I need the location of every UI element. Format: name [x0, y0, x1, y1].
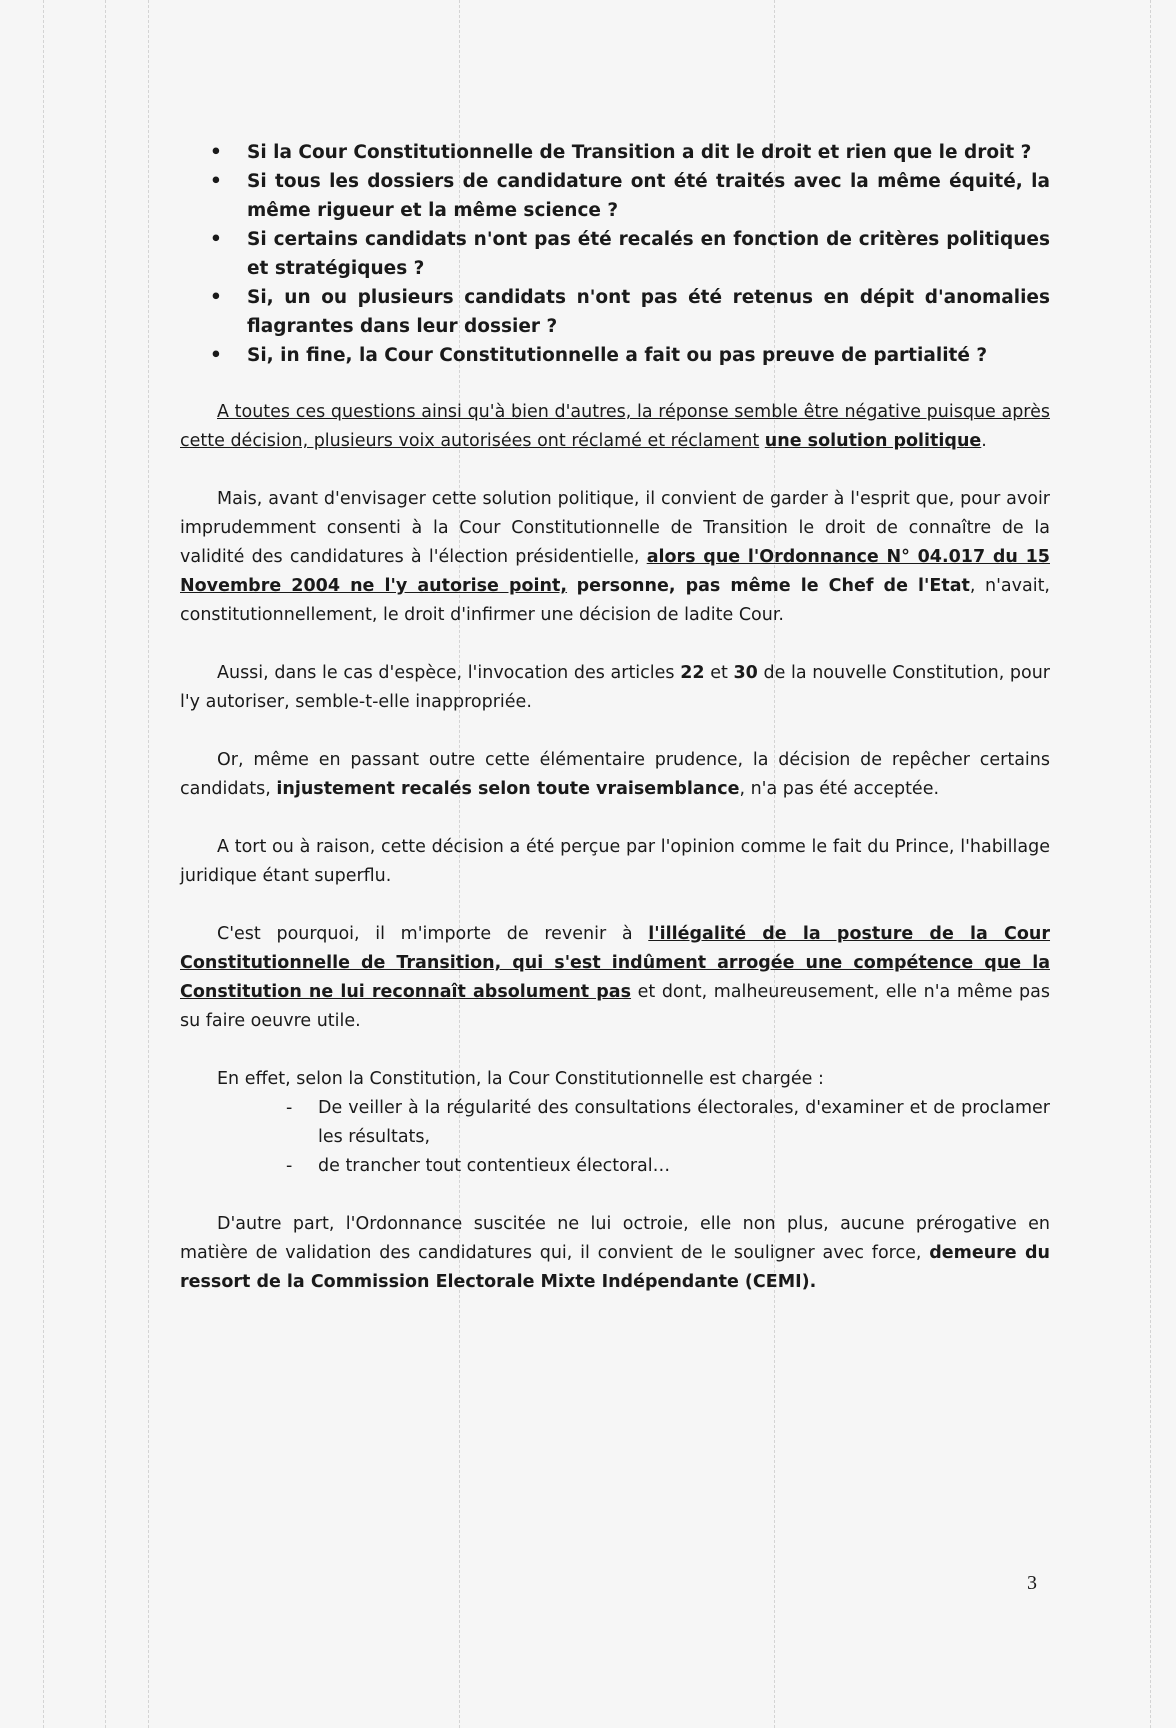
scan-artifact-line: [105, 0, 107, 1728]
question-item: • Si, in fine, la Cour Constitutionnelle a fait ou pas preuve de partialité ?: [180, 341, 1050, 370]
question-item: • Si, un ou plusieurs candidats n'ont pas été retenus en dépit d'anomalies flagrantes dans leur dossier ?: [180, 283, 1050, 341]
question-item: • Si la Cour Constitutionnelle de Transition a dit le droit et rien que le droit ?: [180, 138, 1050, 167]
bold-underlined-text: alors que l'Ordonnance N° 04.017 du 15 Novembre 2004 ne l'y autorise point,: [180, 547, 1050, 596]
dash-list: [180, 1094, 1050, 1181]
scan-artifact-line: [148, 0, 150, 1728]
bold-text: demeure du ressort de la Commission Electorale Mixte Indépendante (CEMI).: [180, 1243, 1050, 1292]
questions-list: [180, 138, 1050, 370]
question-item: • Si certains candidats n'ont pas été recalés en fonction de critères politiques et stratégiques ?: [180, 225, 1050, 283]
scan-artifact-line: [43, 0, 45, 1728]
bold-text: 30: [733, 663, 758, 683]
paragraph-articles: Aussi, dans le cas d'espèce, l'invocation des articles 22 et 30 de la nouvelle Constitution, pour l'y autoriser, semble-t-elle inappropriée.: [180, 663, 1050, 712]
scan-artifact-line: [1150, 0, 1152, 1728]
paragraph-constitution-intro: En effet, selon la Constitution, la Cour Constitutionnelle est chargée :: [217, 1069, 824, 1089]
paragraph-ordonnance: Mais, avant d'envisager cette solution politique, il convient de garder à l'esprit que, pour avoir imprudemment consenti à la Cour Constitutionnelle de Transition le droit de connaître de la validité des candidatures à l'élection présidentielle, alors que l'Ordonnance N° 04.017 du 15 Novembre 2004 ne l'y autorise point, personne, pas même le Chef de l'Etat, n'avait, constitutionnellement, le droit d'infirmer une décision de ladite Cour.: [180, 489, 1050, 625]
bold-underlined-text: l'illégalité de la posture de la Cour Constitutionnelle de Transition, qui s'est indûment arrogée une compétence que la Constitution ne lui reconnaît absolument pas: [180, 924, 1051, 1002]
bold-text: 22: [680, 663, 705, 683]
page-number: 3: [1027, 1572, 1037, 1594]
question-item: • Si tous les dossiers de candidature ont été traités avec la même équité, la même rigueur et la même science ?: [180, 167, 1050, 225]
bold-underlined-text: une solution politique: [764, 431, 982, 451]
paragraph-answer: A toutes ces questions ainsi qu'à bien d'autres, la réponse semble être négative puisque après cette décision, plusieurs voix autorisées ont réclamé et réclament une solution politique.: [180, 402, 1050, 451]
paragraph-repechage: Or, même en passant outre cette élémentaire prudence, la décision de repêcher certains candidats, injustement recalés selon toute vraisemblance, n'a pas été acceptée.: [180, 750, 1050, 799]
paragraph-fait-du-prince: A tort ou à raison, cette décision a été perçue par l'opinion comme le fait du Prince, l'habillage juridique étant superflu.: [180, 837, 1050, 886]
underlined-text: A toutes ces questions ainsi qu'à bien d'autres, la réponse semble être négative puisque après cette décision, plusieurs voix autorisées ont réclamé et réclament: [180, 402, 1050, 451]
bold-text: injustement recalés selon toute vraisemblance: [276, 779, 740, 799]
list-item: - De veiller à la régularité des consultations électorales, d'examiner et de proclamer les résultats,: [180, 1094, 1050, 1152]
paragraph-illegalite: C'est pourquoi, il m'importe de revenir à l'illégalité de la posture de la Cour Constitutionnelle de Transition, qui s'est indûment arrogée une compétence que la Constitution ne lui reconnaît absolument pas et dont, malheureusement, elle n'a même pas su faire oeuvre utile.: [180, 924, 1051, 1031]
list-item: - de trancher tout contentieux électoral…: [180, 1152, 1050, 1181]
bold-text: personne, pas même le Chef de l'Etat: [576, 576, 970, 596]
paragraph-cemi: D'autre part, l'Ordonnance suscitée ne lui octroie, elle non plus, aucune prérogative en matière de validation des candidatures qui, il convient de le souligner avec force, demeure du ressort de la Commission Electorale Mixte Indépendante (CEMI).: [180, 1214, 1050, 1292]
document-body: [180, 138, 1050, 1326]
